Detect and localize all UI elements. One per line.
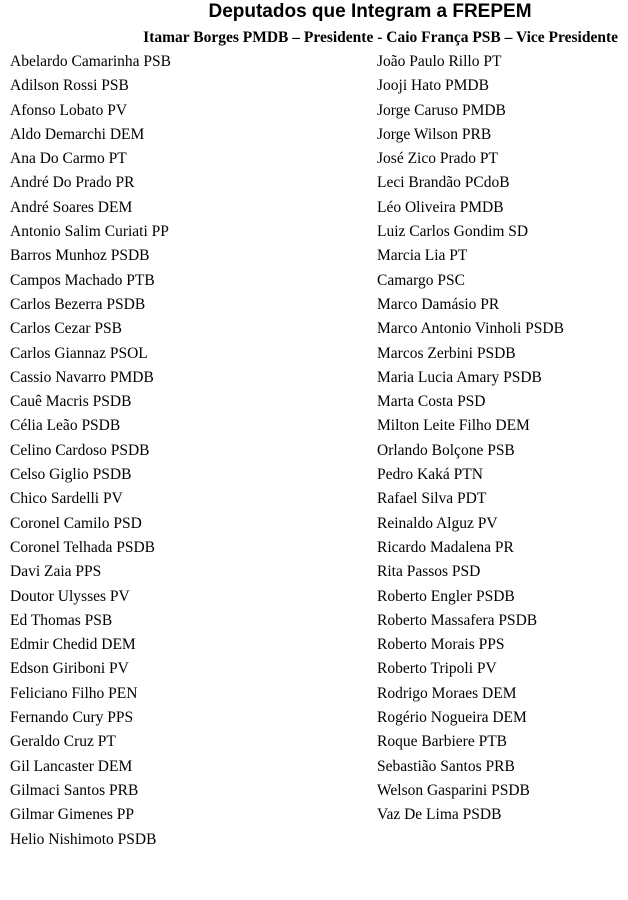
right-column-list bbox=[377, 52, 564, 830]
deputy-list-item: Celino Cardoso PSDB bbox=[10, 441, 150, 459]
deputy-list-item: José Zico Prado PT bbox=[377, 150, 498, 168]
page-title: Deputados que Integram a FREPEM bbox=[208, 1, 532, 22]
deputy-list-item: Maria Lucia Amary PSDB bbox=[377, 368, 542, 386]
deputy-list-item: Roque Barbiere PTB bbox=[377, 733, 508, 751]
deputy-list-item: Orlando Bolçone PSB bbox=[377, 441, 515, 459]
deputy-list-item: Marcos Zerbini PSDB bbox=[377, 344, 516, 362]
deputy-list-item: Roberto Engler PSDB bbox=[377, 587, 515, 605]
deputy-list-item: Rodrigo Moraes DEM bbox=[377, 684, 517, 702]
deputy-list-item: João Paulo Rillo PT bbox=[377, 53, 502, 70]
deputy-list-item: Chico Sardelli PV bbox=[10, 490, 123, 508]
deputy-list-item: Feliciano Filho PEN bbox=[10, 684, 138, 702]
deputy-list-item: Roberto Massafera PSDB bbox=[377, 611, 538, 629]
deputy-list-item: Marco Damásio PR bbox=[377, 295, 500, 313]
deputy-list-item: Vaz De Lima PSDB bbox=[377, 806, 502, 824]
deputy-list-item: Luiz Carlos Gondim SD bbox=[377, 223, 529, 241]
deputy-list-item: Milton Leite Filho DEM bbox=[377, 417, 530, 435]
deputy-list-item: Gilmar Gimenes PP bbox=[10, 806, 134, 824]
deputy-list-item: Carlos Bezerra PSDB bbox=[10, 295, 146, 313]
deputy-list-item: Welson Gasparini PSDB bbox=[377, 781, 530, 799]
deputy-list-item: Célia Leão PSDB bbox=[10, 417, 121, 435]
deputy-list-item: Edson Giriboni PV bbox=[10, 660, 129, 678]
deputy-list-item: Coronel Telhada PSDB bbox=[10, 538, 156, 556]
deputy-list-item: Afonso Lobato PV bbox=[10, 101, 128, 119]
deputy-list-item: Roberto Tripoli PV bbox=[377, 660, 497, 678]
deputy-list-item: Ricardo Madalena PR bbox=[377, 538, 514, 556]
deputy-list-item: Abelardo Camarinha PSB bbox=[10, 53, 172, 70]
deputy-list-item: Aldo Demarchi DEM bbox=[10, 125, 145, 143]
deputy-list-item: André Do Prado PR bbox=[10, 174, 135, 192]
deputy-list-item: Carlos Giannaz PSOL bbox=[10, 344, 148, 362]
deputy-list-item: Helio Nishimoto PSDB bbox=[10, 830, 157, 848]
deputy-list-item: Coronel Camilo PSD bbox=[10, 514, 142, 532]
deputy-list-item: Carlos Cezar PSB bbox=[10, 320, 122, 338]
deputy-list-item: Rogério Nogueira DEM bbox=[377, 709, 527, 727]
deputy-list-item: Leci Brandão PCdoB bbox=[377, 174, 510, 192]
deputy-list-item: Campos Machado PTB bbox=[10, 271, 155, 289]
deputy-list-item: Jorge Caruso PMDB bbox=[377, 101, 506, 119]
deputy-list-item: Reinaldo Alguz PV bbox=[377, 514, 498, 532]
deputy-list-item: Léo Oliveira PMDB bbox=[377, 198, 504, 216]
deputy-list-item: Gil Lancaster DEM bbox=[10, 757, 133, 775]
deputy-list-item: Roberto Morais PPS bbox=[377, 636, 505, 654]
deputy-list-item: Jorge Wilson PRB bbox=[377, 125, 492, 143]
deputy-list-item: Antonio Salim Curiati PP bbox=[10, 223, 169, 241]
deputy-list-item: Cassio Navarro PMDB bbox=[10, 368, 154, 386]
deputy-list-item: Barros Munhoz PSDB bbox=[10, 247, 150, 265]
deputy-list-item: Jooji Hato PMDB bbox=[377, 77, 489, 95]
deputy-list-item: Edmir Chedid DEM bbox=[10, 636, 136, 654]
deputy-list-item: Celso Giglio PSDB bbox=[10, 466, 132, 484]
deputy-list-item: Ana Do Carmo PT bbox=[10, 150, 127, 168]
deputy-list-item: Adilson Rossi PSB bbox=[10, 77, 129, 95]
deputy-list-item: Pedro Kaká PTN bbox=[377, 466, 483, 484]
deputy-list-item: Cauê Macris PSDB bbox=[10, 393, 132, 411]
deputy-list-item: Marcia Lia PT bbox=[377, 247, 468, 265]
deputy-list-item: Davi Zaia PPS bbox=[10, 563, 102, 581]
left-column-list bbox=[10, 52, 171, 854]
subtitle: Itamar Borges PMDB – Presidente - Caio França PSB – Vice Presidente bbox=[143, 29, 618, 46]
deputy-list-item: Geraldo Cruz PT bbox=[10, 733, 116, 751]
deputy-list-item: Doutor Ulysses PV bbox=[10, 587, 130, 605]
deputy-list-item: Marco Antonio Vinholi PSDB bbox=[377, 320, 564, 338]
deputy-list-item: Rita Passos PSD bbox=[377, 563, 481, 581]
deputy-list-item: Ed Thomas PSB bbox=[10, 611, 113, 629]
deputy-list-item: Fernando Cury PPS bbox=[10, 709, 134, 727]
deputy-list-item: Sebastião Santos PRB bbox=[377, 757, 515, 775]
deputy-list-item: Camargo PSC bbox=[377, 271, 465, 289]
deputy-list-item: Gilmaci Santos PRB bbox=[10, 781, 139, 799]
deputy-list-item: Rafael Silva PDT bbox=[377, 490, 487, 508]
deputy-list-item: Marta Costa PSD bbox=[377, 393, 486, 411]
deputy-list-item: André Soares DEM bbox=[10, 198, 133, 216]
